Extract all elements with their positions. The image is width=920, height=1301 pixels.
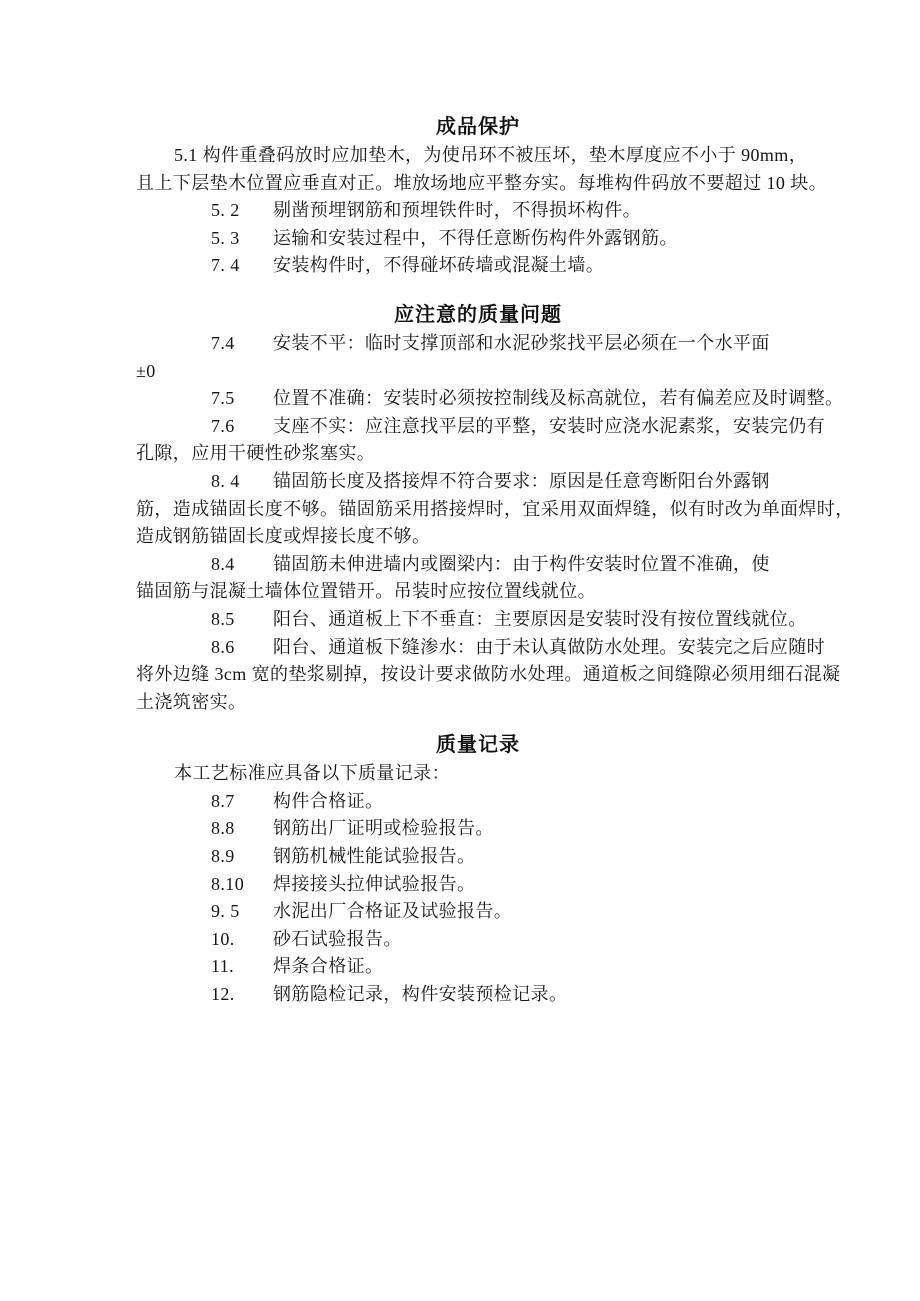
item-number: 11. bbox=[211, 956, 235, 977]
text-line bbox=[136, 981, 820, 1009]
text-line bbox=[136, 197, 820, 225]
line-text: 剔凿预埋钢筋和预埋铁件时，不得损坏构件。 bbox=[273, 200, 641, 221]
text-line bbox=[136, 898, 820, 926]
text-line bbox=[136, 523, 820, 551]
text-line bbox=[136, 170, 827, 198]
text-line bbox=[136, 496, 854, 524]
text-line bbox=[136, 926, 820, 954]
line-text: 焊条合格证。 bbox=[273, 956, 384, 977]
text-line bbox=[136, 871, 820, 899]
line-text: 构件合格证。 bbox=[273, 790, 384, 811]
line-text: 将外边缝 3cm 宽的垫浆剔掉，按设计要求做防水处理。通道板之间缝隙必须用细石混凝 bbox=[136, 664, 841, 685]
text-line bbox=[136, 843, 820, 871]
text-line bbox=[136, 440, 820, 468]
line-text: 筋，造成锚固长度不够。锚固筋采用搭接焊时，宜采用双面焊缝，似有时改为单面焊时， bbox=[136, 498, 854, 519]
text-line bbox=[136, 815, 820, 843]
text-line bbox=[136, 225, 820, 253]
line-text: 钢筋出厂证明或检验报告。 bbox=[273, 818, 494, 839]
line-text: 安装构件时，不得碰坏砖墙或混凝土墙。 bbox=[273, 255, 605, 276]
text-line bbox=[136, 358, 820, 386]
item-number: 7.4 bbox=[211, 332, 235, 353]
item-number: 7.6 bbox=[211, 415, 235, 436]
line-text: 运输和安装过程中，不得任意断伤构件外露钢筋。 bbox=[273, 227, 678, 248]
line-text: 水泥出厂合格证及试验报告。 bbox=[273, 901, 513, 922]
item-number: 5. 3 bbox=[211, 227, 240, 248]
text-line bbox=[136, 661, 841, 689]
line-text: 焊接接头拉伸试验报告。 bbox=[273, 873, 476, 894]
text-line bbox=[136, 252, 820, 280]
item-number: 8. 4 bbox=[211, 470, 240, 491]
section-title: 应注意的质量问题 bbox=[394, 303, 562, 326]
item-number: 8.4 bbox=[211, 553, 235, 574]
document-section bbox=[136, 730, 820, 1008]
text-line bbox=[136, 634, 825, 662]
line-text: 位置不准确：安装时必须按控制线及标高就位，若有偏差应及时调整。 bbox=[273, 388, 844, 409]
item-number: 7. 4 bbox=[211, 255, 240, 276]
text-line bbox=[136, 578, 820, 606]
line-text: 阳台、通道板下缝渗水：由于未认真做防水处理。安装完之后应随时 bbox=[273, 636, 825, 657]
item-number: 8.8 bbox=[211, 818, 235, 839]
text-line bbox=[136, 551, 820, 579]
text-line bbox=[136, 788, 820, 816]
line-text: 且上下层垫木位置应垂直对正。堆放场地应平整夯实。每堆构件码放不要超过 10 块。 bbox=[136, 172, 827, 193]
line-text: 本工艺标准应具备以下质量记录： bbox=[174, 763, 450, 784]
section-title: 质量记录 bbox=[436, 734, 520, 757]
item-number: 12. bbox=[211, 984, 235, 1005]
item-number: 7.5 bbox=[211, 388, 235, 409]
line-text: 安装不平：临时支撑顶部和水泥砂浆找平层必须在一个水平面 bbox=[273, 332, 770, 353]
document-section bbox=[136, 300, 854, 716]
text-line bbox=[136, 760, 820, 788]
line-text: 钢筋隐检记录，构件安装预检记录。 bbox=[273, 984, 568, 1005]
text-line bbox=[136, 330, 820, 358]
text-line bbox=[136, 953, 820, 981]
item-number: 8.6 bbox=[211, 636, 235, 657]
item-number: 5. 2 bbox=[211, 200, 240, 221]
line-text: 锚固筋未伸进墙内或圈梁内：由于构件安装时位置不准确，使 bbox=[273, 553, 770, 574]
line-text: 土浇筑密实。 bbox=[136, 691, 247, 712]
line-text: 造成钢筋锚固长度或焊接长度不够。 bbox=[136, 526, 431, 547]
line-text: 支座不实：应注意找平层的平整，安装时应浇水泥素浆，安装完仍有 bbox=[273, 415, 825, 436]
item-number: 8.10 bbox=[211, 873, 245, 894]
section-title: 成品保护 bbox=[436, 116, 520, 138]
text-line bbox=[136, 413, 825, 441]
line-text: 锚固筋与混凝土墙体位置错开。吊装时应按位置线就位。 bbox=[136, 581, 596, 602]
line-text: ±0 bbox=[136, 360, 156, 381]
line-text: 阳台、通道板上下不垂直：主要原因是安装时没有按位置线就位。 bbox=[273, 608, 807, 629]
item-number: 8.7 bbox=[211, 790, 235, 811]
line-text: 5.1 构件重叠码放时应加垫木，为使吊环不被压坏，垫木厚度应不小于 90mm， bbox=[174, 145, 808, 165]
text-line bbox=[136, 385, 844, 413]
item-number: 8.9 bbox=[211, 846, 235, 867]
document-section bbox=[136, 112, 827, 280]
line-text: 孔隙，应用干硬性砂浆塞实。 bbox=[136, 443, 376, 464]
document-body bbox=[136, 112, 854, 1009]
line-text: 锚固筋长度及搭接焊不符合要求：原因是任意弯断阳台外露钢 bbox=[273, 470, 770, 491]
text-line bbox=[136, 606, 820, 634]
item-number: 10. bbox=[211, 928, 235, 949]
line-text: 砂石试验报告。 bbox=[273, 928, 402, 949]
text-line bbox=[136, 142, 820, 170]
item-number: 9. 5 bbox=[211, 901, 240, 922]
item-number: 8.5 bbox=[211, 608, 235, 629]
text-line bbox=[136, 468, 820, 496]
line-text: 钢筋机械性能试验报告。 bbox=[273, 846, 476, 867]
text-line bbox=[136, 689, 820, 717]
